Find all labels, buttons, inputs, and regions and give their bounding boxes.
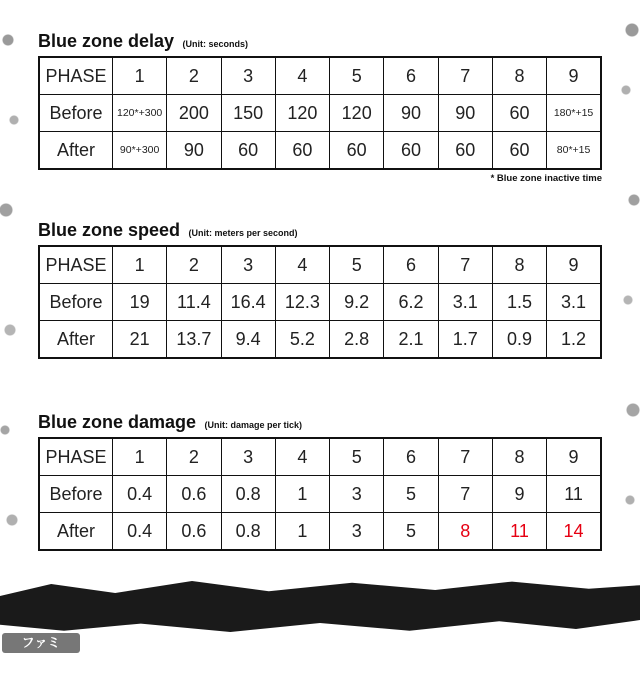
value-cell-highlighted: 14	[547, 513, 601, 551]
delay-section	[38, 28, 602, 184]
speed-title: Blue zone speed	[38, 220, 181, 240]
value-cell: 0.6	[167, 513, 221, 551]
value-cell: 0.9	[492, 321, 546, 359]
value-cell: 60	[492, 95, 546, 132]
delay-table	[38, 56, 602, 170]
value-cell: 1	[275, 513, 329, 551]
brush-stroke-band	[0, 578, 640, 638]
value-cell: 13.7	[167, 321, 221, 359]
phase-cell: 2	[167, 57, 221, 95]
table-row	[39, 246, 601, 284]
value-cell: 3.1	[547, 284, 601, 321]
speed-heading	[38, 217, 602, 243]
watermark-logo: ファミ通.com	[2, 633, 80, 653]
value-cell: 0.4	[113, 476, 167, 513]
phase-cell: 3	[221, 57, 275, 95]
value-cell: 60	[330, 132, 384, 170]
before-label: Before	[39, 95, 113, 132]
value-cell: 180*+15	[547, 95, 601, 132]
value-cell: 11.4	[167, 284, 221, 321]
value-cell: 2.8	[330, 321, 384, 359]
delay-unit: (Unit: seconds)	[182, 39, 249, 49]
phase-cell: 2	[167, 246, 221, 284]
value-cell: 60	[492, 132, 546, 170]
phase-cell: 1	[113, 438, 167, 476]
value-cell: 1.2	[547, 321, 601, 359]
phase-cell: 7	[438, 438, 492, 476]
phase-cell: 4	[275, 246, 329, 284]
phase-cell: 7	[438, 57, 492, 95]
phase-cell: 8	[492, 438, 546, 476]
value-cell: 16.4	[221, 284, 275, 321]
speed-table	[38, 245, 602, 359]
value-cell: 150	[221, 95, 275, 132]
value-cell-highlighted: 8	[438, 513, 492, 551]
table-row	[39, 95, 601, 132]
phase-cell: 3	[221, 246, 275, 284]
value-cell: 2.1	[384, 321, 438, 359]
phase-cell: 6	[384, 246, 438, 284]
value-cell: 21	[113, 321, 167, 359]
value-cell: 90*+300	[113, 132, 167, 170]
table-row	[39, 476, 601, 513]
table-row	[39, 438, 601, 476]
value-cell: 0.8	[221, 476, 275, 513]
value-cell: 90	[167, 132, 221, 170]
speed-unit: (Unit: meters per second)	[188, 228, 298, 238]
value-cell: 90	[384, 95, 438, 132]
value-cell: 80*+15	[547, 132, 601, 170]
after-label: After	[39, 132, 113, 170]
phase-cell: 1	[113, 57, 167, 95]
value-cell-highlighted: 11	[492, 513, 546, 551]
value-cell: 9	[492, 476, 546, 513]
value-cell: 120	[275, 95, 329, 132]
table-row	[39, 321, 601, 359]
value-cell: 1.5	[492, 284, 546, 321]
phase-cell: 3	[221, 438, 275, 476]
value-cell: 5	[384, 513, 438, 551]
delay-title: Blue zone delay	[38, 31, 175, 51]
grunge-border-left	[0, 0, 34, 575]
value-cell: 1.7	[438, 321, 492, 359]
delay-heading	[38, 28, 602, 54]
value-cell: 12.3	[275, 284, 329, 321]
value-cell: 60	[384, 132, 438, 170]
table-row	[39, 57, 601, 95]
phase-cell: 8	[492, 57, 546, 95]
value-cell: 0.4	[113, 513, 167, 551]
after-label: After	[39, 321, 113, 359]
phase-cell: 5	[330, 57, 384, 95]
value-cell: 60	[438, 132, 492, 170]
phase-cell: 9	[547, 246, 601, 284]
value-cell: 9.4	[221, 321, 275, 359]
phase-cell: 6	[384, 438, 438, 476]
value-cell: 0.6	[167, 476, 221, 513]
value-cell: 90	[438, 95, 492, 132]
phase-cell: 5	[330, 438, 384, 476]
phase-header: PHASE	[39, 438, 113, 476]
phase-cell: 4	[275, 57, 329, 95]
phase-cell: 1	[113, 246, 167, 284]
phase-cell: 7	[438, 246, 492, 284]
phase-cell: 9	[547, 438, 601, 476]
value-cell: 1	[275, 476, 329, 513]
value-cell: 5.2	[275, 321, 329, 359]
damage-table	[38, 437, 602, 551]
value-cell: 6.2	[384, 284, 438, 321]
value-cell: 5	[384, 476, 438, 513]
value-cell: 19	[113, 284, 167, 321]
phase-cell: 5	[330, 246, 384, 284]
value-cell: 9.2	[330, 284, 384, 321]
before-label: Before	[39, 476, 113, 513]
phase-cell: 2	[167, 438, 221, 476]
value-cell: 3	[330, 476, 384, 513]
damage-title: Blue zone damage	[38, 412, 197, 432]
speed-section	[38, 217, 602, 359]
table-row	[39, 132, 601, 170]
phase-cell: 4	[275, 438, 329, 476]
phase-cell: 8	[492, 246, 546, 284]
value-cell: 60	[275, 132, 329, 170]
table-row	[39, 284, 601, 321]
value-cell: 3.1	[438, 284, 492, 321]
value-cell: 0.8	[221, 513, 275, 551]
damage-heading	[38, 409, 602, 435]
value-cell: 11	[547, 476, 601, 513]
damage-unit: (Unit: damage per tick)	[204, 420, 303, 430]
phase-cell: 9	[547, 57, 601, 95]
after-label: After	[39, 513, 113, 551]
table-row	[39, 513, 601, 551]
grunge-border-right	[606, 0, 640, 575]
phase-header: PHASE	[39, 57, 113, 95]
value-cell: 120	[330, 95, 384, 132]
value-cell: 200	[167, 95, 221, 132]
damage-section	[38, 409, 602, 551]
value-cell: 7	[438, 476, 492, 513]
phase-cell: 6	[384, 57, 438, 95]
value-cell: 60	[221, 132, 275, 170]
delay-footnote: * Blue zone inactive time	[490, 173, 602, 184]
value-cell: 3	[330, 513, 384, 551]
phase-header: PHASE	[39, 246, 113, 284]
before-label: Before	[39, 284, 113, 321]
value-cell: 120*+300	[113, 95, 167, 132]
